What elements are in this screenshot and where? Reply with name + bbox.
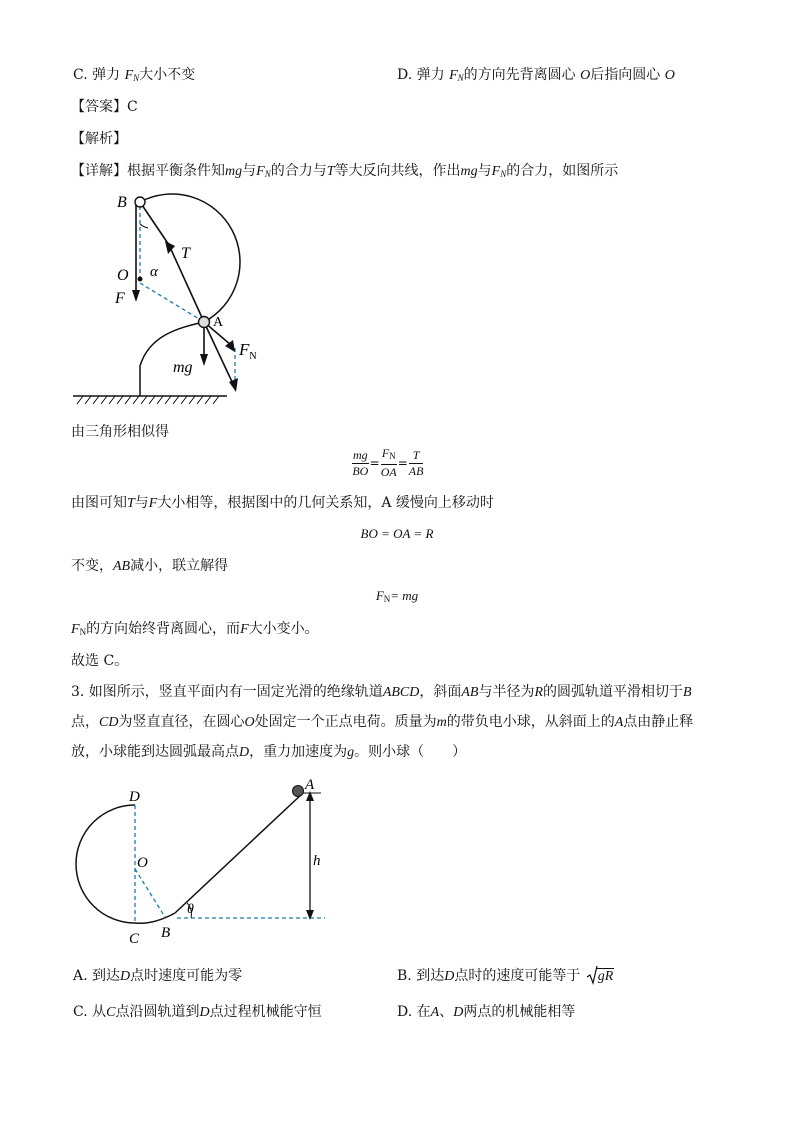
label-mg: mg <box>173 359 193 376</box>
label-f: F <box>115 290 125 307</box>
ball-b-icon <box>135 197 145 207</box>
label-c: C <box>129 931 140 947</box>
label-alpha: α <box>150 264 158 280</box>
label-fn: $F_N$ <box>239 340 257 362</box>
option-b: B. 到达D点时的速度可能等于 gR <box>397 968 614 984</box>
choose-c: 故选 C。 <box>71 653 129 669</box>
figure-2-track-diagram <box>65 775 335 950</box>
q3-line-3: 放，小球能到达圆弧最高点D，重力加速度为g。则小球（ ） <box>71 744 467 760</box>
label-a: A <box>213 315 224 330</box>
label-h: h <box>313 853 321 869</box>
label-t: T <box>181 245 190 262</box>
label-b: B <box>161 925 171 941</box>
fn-direction-line: $F_N$的方向始终背离圆心，而F大小变小。 <box>71 621 319 637</box>
similar-triangles-text: 由三角形相似得 <box>71 424 169 440</box>
unchanged-line: 不变，AB减小，联立解得 <box>71 558 229 574</box>
label-o: O <box>117 267 129 284</box>
label-b: B <box>117 194 127 211</box>
center-o-dot <box>138 277 143 282</box>
ball-a-icon <box>199 317 210 328</box>
label-theta: θ <box>187 902 194 917</box>
detail-line: 【详解】根据平衡条件知mg与$F_N$的合力与T等大反向共线，作出mg与$F_N$的合力，如图所示 <box>71 163 619 179</box>
q3-line-2: 点，CD为竖直直径，在圆心O处固定一个正点电荷。质量为m的带负电小球，从斜面上的A点由静止释 <box>71 714 694 730</box>
eq-fn-mg: $F_N=$ mg <box>375 588 419 604</box>
t-f-equal-line: 由图可知T与F大小相等，根据图中的几何关系知，A 缓慢向上移动时 <box>71 495 494 511</box>
ball-icon <box>293 786 304 797</box>
option-c-top: C. 弹力 $F_N$大小不变 <box>73 67 196 83</box>
sqrt-gr: gR <box>588 967 615 986</box>
eq-bo-oa-r: BO = OA = R <box>360 526 434 541</box>
option-d-top: D. 弹力 $F_N$的方向先背离圆心 O后指向圆心 O <box>397 67 675 83</box>
figure-1-force-diagram <box>65 188 275 408</box>
analysis-label: 【解析】 <box>71 131 127 147</box>
answer-line: 【答案】C <box>71 99 138 115</box>
ratio-equation: $\frac{mg}{BO}$ = $\frac{F_N}{OA}$ = $\frac{T}{AB}$ <box>352 446 424 479</box>
label-a: A <box>305 777 315 793</box>
label-o: O <box>137 855 148 871</box>
option-d: D. 在A、D两点的机械能相等 <box>397 1004 576 1020</box>
q3-line-1: 3. 如图所示，竖直平面内有一固定光滑的绝缘轨道ABCD，斜面AB与半径为R的圆弧轨道平滑相切于B <box>71 684 692 700</box>
option-a: A. 到达D点时速度可能为零 <box>73 968 243 984</box>
option-c: C. 从C点沿圆轨道到D点过程机械能守恒 <box>73 1004 322 1020</box>
label-d: D <box>129 789 140 805</box>
